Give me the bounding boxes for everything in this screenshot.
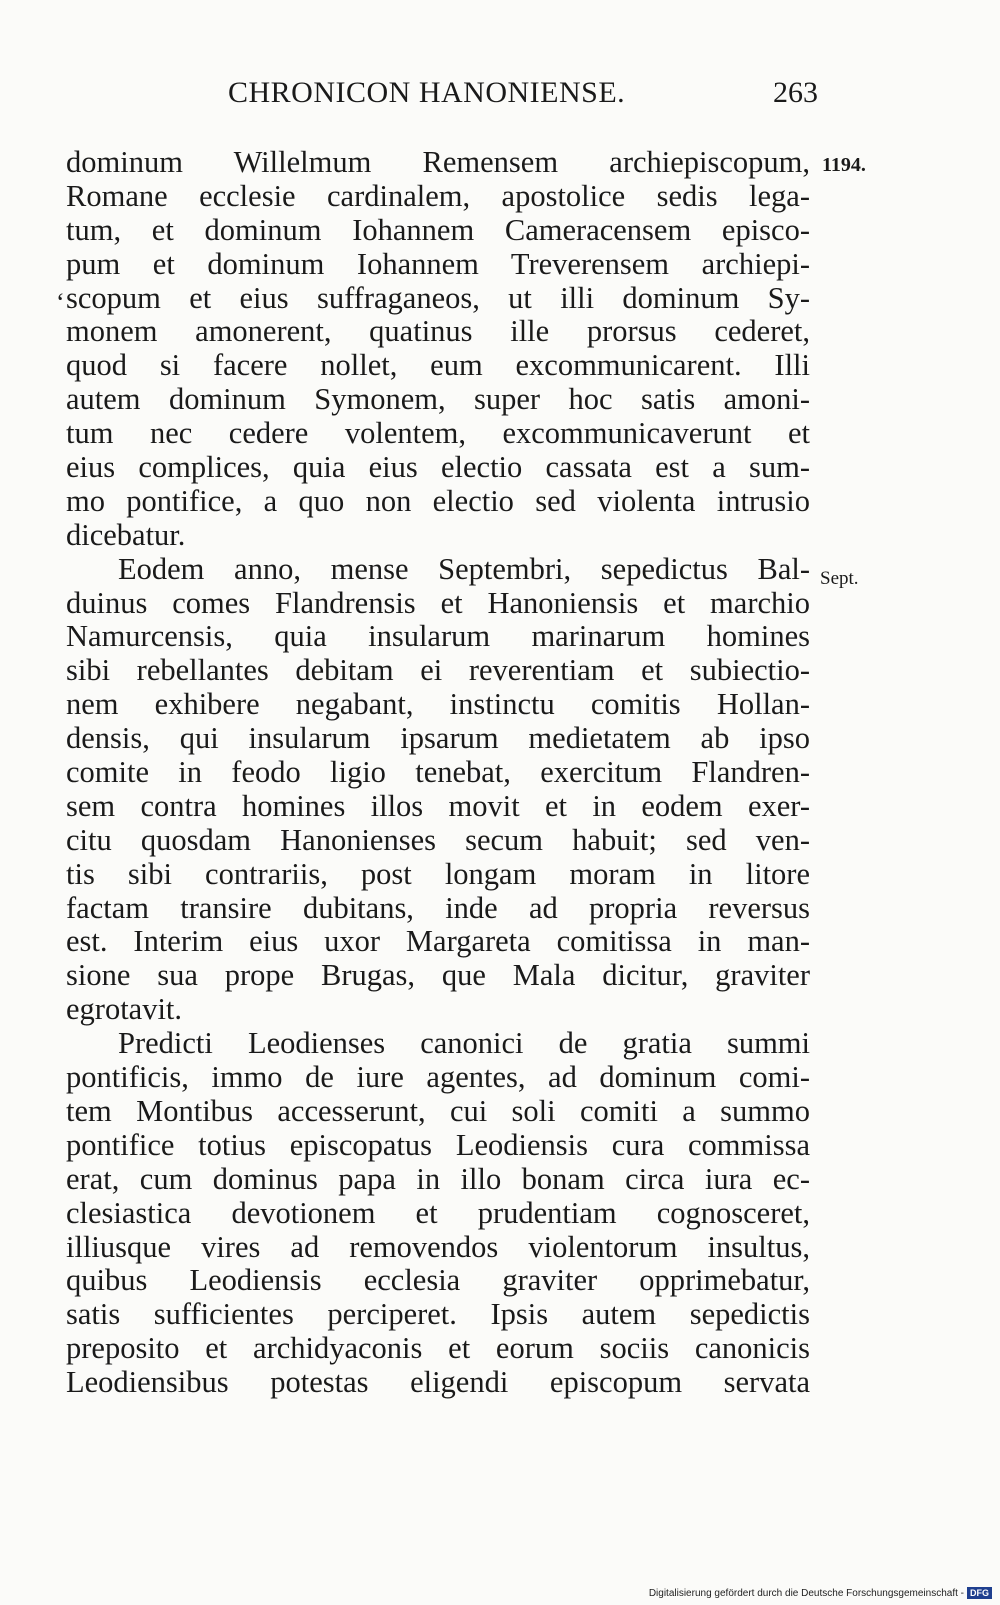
text-line: factam transire dubitans, inde ad propria reversus [66, 890, 810, 925]
text-line: quibus Leodiensis ecclesia graviter opprimebatur, [66, 1263, 810, 1298]
text-line: monem amonerent, quatinus ille prorsus cederet, [66, 314, 810, 349]
text-line: scopum et eius suffraganeos, ut illi dominum Sy- [66, 280, 810, 315]
margin-note-month: Sept. [820, 568, 859, 589]
text-line: Namurcensis, quia insularum marinarum homines [66, 619, 810, 654]
text-line: est. Interim eius uxor Margareta comitissa in man- [66, 924, 810, 959]
text-line: eius complices, quia eius electio cassata est a sum- [66, 450, 810, 485]
text-line: Leodiensibus potestas eligendi episcopum servata [66, 1365, 810, 1400]
text-line: densis, qui insularum ipsarum medietatem ab ipso [66, 721, 810, 756]
running-title: CHRONICON HANONIENSE. [228, 76, 626, 109]
text-line: clesiastica devotionem et prudentiam cognosceret, [66, 1195, 810, 1230]
digitization-footer [649, 1587, 992, 1599]
footer-credit: Digitalisierung gefördert durch die Deutsche Forschungsgemeinschaft - [648, 1587, 964, 1599]
paragraph-start-line: Predicti Leodienses canonici de gratia summi [118, 1026, 810, 1061]
page-number: 263 [773, 76, 818, 109]
running-header [228, 76, 818, 120]
text-line: quod si facere nollet, eum excommunicarent. Illi [66, 348, 810, 383]
text-line: nem exhibere negabant, instinctu comitis Hollan- [66, 687, 810, 722]
paragraph-start-line: Eodem anno, mense Septembri, sepedictus Bal- [118, 551, 810, 586]
text-line: tum nec cedere volentem, excommunicaverunt et [66, 416, 810, 451]
text-line: pum et dominum Iohannem Treverensem archiepi- [66, 246, 810, 281]
text-line: citu quosdam Hanonienses secum habuit; sed ven- [66, 822, 810, 857]
text-line: Romane ecclesie cardinalem, apostolice sedis lega- [66, 178, 810, 213]
text-line: erat, cum dominus papa in illo bonam circa iura ec- [66, 1161, 810, 1196]
text-line: mo pontifice, a quo non electio sed violenta intrusio [66, 483, 810, 518]
margin-note-year: 1194. [822, 154, 866, 176]
text-line: pontificis, immo de iure agentes, ad dominum comi- [66, 1060, 810, 1095]
text-line: autem dominum Symonem, super hoc satis amoni- [66, 382, 810, 417]
text-line: preposito et archidyaconis et eorum sociis canonicis [66, 1331, 810, 1366]
text-line: sibi rebellantes debitam ei reverentiam et subiectio- [66, 653, 810, 688]
stray-mark: ‘ [56, 288, 65, 317]
body-text [66, 146, 810, 1400]
text-line: satis sufficientes perciperet. Ipsis autem sepedictis [66, 1297, 810, 1332]
text-line: pontifice totius episcopatus Leodiensis cura commissa [66, 1127, 810, 1162]
dfg-logo: DFG [967, 1587, 992, 1599]
text-line: sem contra homines illos movit et in eodem exer- [66, 788, 810, 823]
text-line: tum, et dominum Iohannem Cameracensem episco- [66, 212, 810, 247]
text-line: sione sua prope Brugas, que Mala dicitur, graviter [66, 958, 810, 993]
text-line: comite in feodo ligio tenebat, exercitum Flandren- [66, 755, 810, 790]
text-line: dominum Willelmum Remensem archiepiscopum, [66, 145, 810, 179]
text-line: egrotavit. [66, 992, 183, 1027]
text-line: duinus comes Flandrensis et Hanoniensis et marchio [66, 585, 810, 620]
text-line: dicebatur. [66, 517, 186, 552]
text-line: illiusque vires ad removendos violentorum insultus, [66, 1229, 810, 1264]
text-line: tis sibi contrariis, post longam moram in litore [66, 856, 810, 891]
text-line: tem Montibus accesserunt, cui soli comiti a summo [66, 1093, 810, 1128]
